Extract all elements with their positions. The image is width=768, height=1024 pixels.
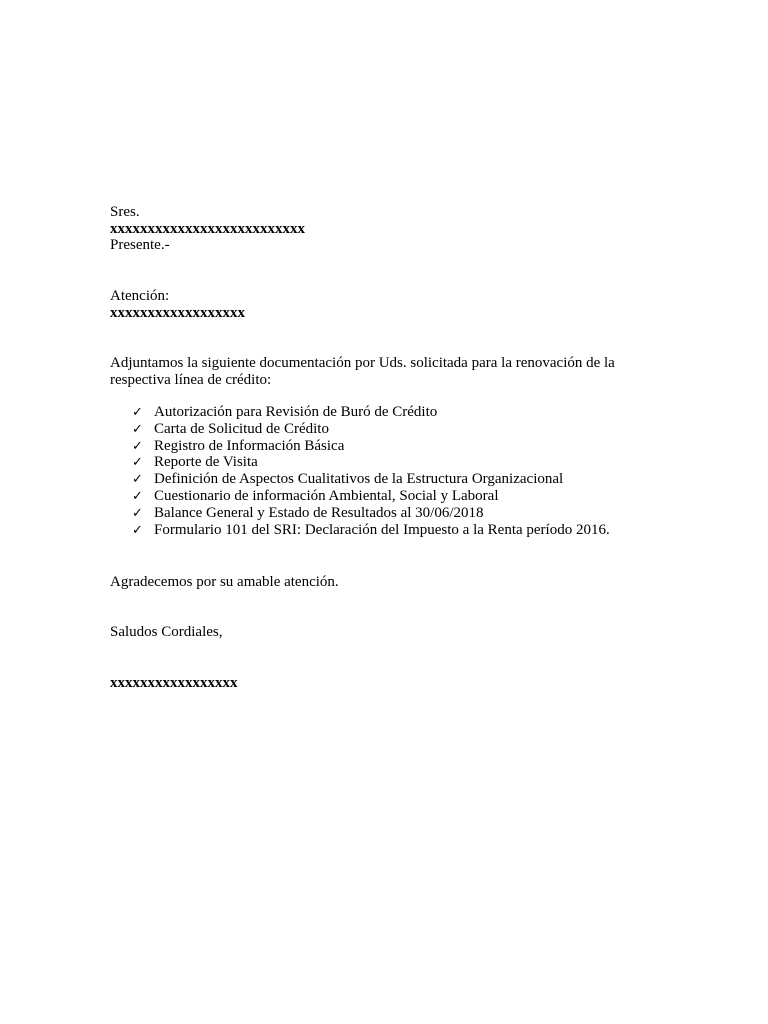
checklist-item (110, 421, 650, 438)
checklist-item (110, 471, 650, 488)
regards-line: Saludos Cordiales, (110, 624, 223, 640)
regards-block (110, 624, 650, 641)
checkmark-icon: ✓ (132, 472, 143, 488)
checklist-item-label: Balance General y Estado de Resultados al 30/06/2018 (154, 504, 484, 521)
salutation: Sres. (110, 204, 140, 220)
recipient-block (110, 204, 650, 254)
checkmark-icon: ✓ (132, 522, 143, 538)
attention-label: Atención: (110, 288, 170, 304)
intro-block (110, 355, 650, 388)
checklist-item (110, 454, 650, 471)
attention-block (110, 288, 650, 321)
thanks-line: Agradecemos por su amable atención. (110, 574, 339, 590)
attention-name: xxxxxxxxxxxxxxxxxx (110, 304, 245, 321)
checklist-item-label: Reporte de Visita (154, 454, 258, 471)
checkmark-icon: ✓ (132, 421, 143, 437)
checklist-item-label: Registro de Información Básica (154, 437, 345, 454)
checklist-item-label: Autorización para Revisión de Buró de Crédito (154, 404, 438, 420)
checklist-item (110, 404, 650, 421)
checkmark-icon: ✓ (132, 455, 143, 471)
intro-paragraph: Adjuntamos la siguiente documentación por Uds. solicitada para la renovación de la respectiva línea de crédito: (110, 355, 615, 388)
checkmark-icon: ✓ (132, 505, 143, 521)
thanks-block (110, 574, 650, 591)
presente-line: Presente.- (110, 237, 170, 253)
checklist-item-label: Formulario 101 del SRI: Declaración del Impuesto a la Renta período 2016. (154, 521, 610, 538)
signature-name: xxxxxxxxxxxxxxxxx (110, 675, 238, 691)
recipient-name: xxxxxxxxxxxxxxxxxxxxxxxxxx (110, 220, 305, 237)
checkmark-icon: ✓ (132, 488, 143, 504)
document-checklist (110, 404, 650, 538)
checkmark-icon: ✓ (132, 438, 143, 454)
checklist-item-label: Cuestionario de información Ambiental, Social y Laboral (154, 487, 499, 504)
checklist-item (110, 522, 650, 539)
checklist-item (110, 505, 650, 522)
signature-block (110, 675, 650, 692)
checklist-item-label: Carta de Solicitud de Crédito (154, 420, 329, 437)
checklist-item-label: Definición de Aspectos Cualitativos de la Estructura Organizacional (154, 471, 564, 488)
checklist-item (110, 438, 650, 455)
checklist-item (110, 488, 650, 505)
checkmark-icon: ✓ (132, 405, 143, 420)
checklist-block (110, 404, 650, 538)
